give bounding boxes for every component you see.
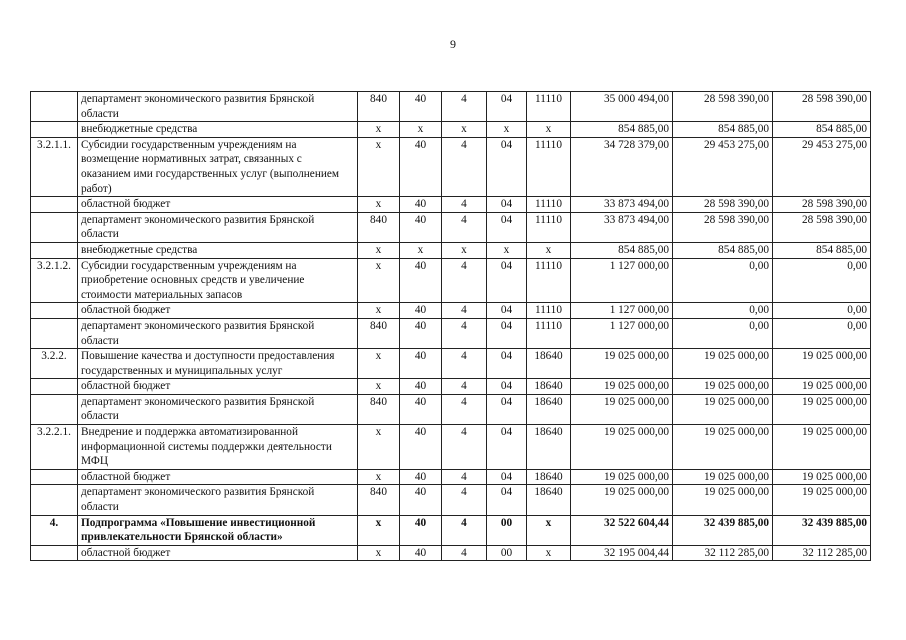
code-cell: 18640 [527, 469, 571, 485]
row-name: департамент экономического развития Брянской области [78, 212, 358, 242]
row-name: департамент экономического развития Брянской области [78, 485, 358, 515]
amount-cell: 19 025 000,00 [571, 485, 673, 515]
code-cell: 40 [400, 349, 442, 379]
amount-cell: 19 025 000,00 [571, 469, 673, 485]
amount-cell: 28 598 390,00 [673, 197, 773, 213]
code-cell: x [527, 545, 571, 561]
code-cell: x [358, 197, 400, 213]
code-cell: 840 [358, 394, 400, 424]
code-cell: 4 [442, 379, 487, 395]
code-cell: 00 [487, 515, 527, 545]
amount-cell: 19 025 000,00 [773, 425, 871, 470]
code-cell: 11110 [527, 212, 571, 242]
amount-cell: 19 025 000,00 [773, 485, 871, 515]
table-row [31, 394, 871, 424]
code-cell: 40 [400, 212, 442, 242]
amount-cell: 32 439 885,00 [773, 515, 871, 545]
code-cell: 11110 [527, 137, 571, 196]
code-cell: 04 [487, 137, 527, 196]
code-cell: x [442, 242, 487, 258]
row-name: областной бюджет [78, 545, 358, 561]
code-cell: x [358, 303, 400, 319]
table-row [31, 485, 871, 515]
table-row [31, 318, 871, 348]
table-row [31, 212, 871, 242]
code-cell: 4 [442, 137, 487, 196]
code-cell: 4 [442, 303, 487, 319]
page-number: 9 [450, 37, 456, 51]
code-cell: 4 [442, 92, 487, 122]
code-cell: 40 [400, 303, 442, 319]
table-row [31, 197, 871, 213]
code-cell: 40 [400, 545, 442, 561]
row-name: департамент экономического развития Брянской области [78, 394, 358, 424]
code-cell: 04 [487, 318, 527, 348]
row-number [31, 303, 78, 319]
code-cell: 840 [358, 318, 400, 348]
code-cell: 18640 [527, 485, 571, 515]
code-cell: x [527, 122, 571, 138]
amount-cell: 28 598 390,00 [673, 92, 773, 122]
row-number [31, 212, 78, 242]
code-cell: x [358, 379, 400, 395]
row-number [31, 197, 78, 213]
table-row [31, 515, 871, 545]
code-cell: 40 [400, 258, 442, 303]
amount-cell: 19 025 000,00 [571, 394, 673, 424]
row-number: 3.2.1.1. [31, 137, 78, 196]
row-number: 4. [31, 515, 78, 545]
code-cell: x [400, 242, 442, 258]
amount-cell: 1 127 000,00 [571, 258, 673, 303]
amount-cell: 19 025 000,00 [673, 394, 773, 424]
code-cell: 4 [442, 545, 487, 561]
code-cell: 40 [400, 137, 442, 196]
amount-cell: 34 728 379,00 [571, 137, 673, 196]
amount-cell: 0,00 [673, 303, 773, 319]
code-cell: 04 [487, 303, 527, 319]
code-cell: 40 [400, 425, 442, 470]
table-row [31, 122, 871, 138]
row-name: Субсидии государственным учреждениям на приобретение основных средств и увеличение стоимости материальных запасов [78, 258, 358, 303]
amount-cell: 19 025 000,00 [571, 379, 673, 395]
amount-cell: 29 453 275,00 [673, 137, 773, 196]
code-cell: 4 [442, 349, 487, 379]
amount-cell: 28 598 390,00 [773, 197, 871, 213]
code-cell: x [487, 122, 527, 138]
code-cell: 4 [442, 212, 487, 242]
row-number [31, 242, 78, 258]
code-cell: 04 [487, 197, 527, 213]
amount-cell: 854 885,00 [571, 122, 673, 138]
row-name: Повышение качества и доступности предоставления государственных и муниципальных услуг [78, 349, 358, 379]
code-cell: 04 [487, 379, 527, 395]
row-number [31, 394, 78, 424]
amount-cell: 854 885,00 [673, 122, 773, 138]
amount-cell: 32 112 285,00 [773, 545, 871, 561]
row-number [31, 122, 78, 138]
code-cell: 840 [358, 92, 400, 122]
code-cell: 04 [487, 349, 527, 379]
code-cell: x [400, 122, 442, 138]
code-cell: x [358, 545, 400, 561]
code-cell: 4 [442, 318, 487, 348]
amount-cell: 19 025 000,00 [673, 425, 773, 470]
amount-cell: 28 598 390,00 [773, 212, 871, 242]
amount-cell: 33 873 494,00 [571, 197, 673, 213]
code-cell: 4 [442, 197, 487, 213]
code-cell: 18640 [527, 379, 571, 395]
row-name: областной бюджет [78, 379, 358, 395]
row-number: 3.2.2. [31, 349, 78, 379]
row-name: Подпрограмма «Повышение инвестиционной привлекательности Брянской области» [78, 515, 358, 545]
table-row [31, 242, 871, 258]
code-cell: 4 [442, 485, 487, 515]
row-number [31, 545, 78, 561]
row-number [31, 469, 78, 485]
row-name: Внедрение и поддержка автоматизированной информационной системы поддержки деятельности МФЦ [78, 425, 358, 470]
table-row [31, 258, 871, 303]
amount-cell: 0,00 [773, 318, 871, 348]
amount-cell: 19 025 000,00 [773, 469, 871, 485]
code-cell: 40 [400, 394, 442, 424]
code-cell: x [358, 258, 400, 303]
amount-cell: 854 885,00 [673, 242, 773, 258]
amount-cell: 0,00 [673, 318, 773, 348]
code-cell: 18640 [527, 394, 571, 424]
table-row [31, 92, 871, 122]
table-row [31, 469, 871, 485]
code-cell: 18640 [527, 425, 571, 470]
amount-cell: 32 112 285,00 [673, 545, 773, 561]
amount-cell: 32 522 604,44 [571, 515, 673, 545]
amount-cell: 32 195 004,44 [571, 545, 673, 561]
table-row [31, 425, 871, 470]
code-cell: 11110 [527, 258, 571, 303]
code-cell: 11110 [527, 197, 571, 213]
code-cell: x [358, 469, 400, 485]
row-name: департамент экономического развития Брянской области [78, 318, 358, 348]
table-row [31, 137, 871, 196]
amount-cell: 19 025 000,00 [773, 349, 871, 379]
amount-cell: 35 000 494,00 [571, 92, 673, 122]
row-name: Субсидии государственным учреждениям на возмещение нормативных затрат, связанных с оказанием ими государственных услуг (выполнением работ) [78, 137, 358, 196]
row-number: 3.2.2.1. [31, 425, 78, 470]
amount-cell: 1 127 000,00 [571, 318, 673, 348]
code-cell: x [358, 349, 400, 379]
code-cell: x [487, 242, 527, 258]
code-cell: 04 [487, 425, 527, 470]
amount-cell: 29 453 275,00 [773, 137, 871, 196]
row-name: областной бюджет [78, 197, 358, 213]
row-name: областной бюджет [78, 303, 358, 319]
code-cell: 18640 [527, 349, 571, 379]
table-row [31, 545, 871, 561]
row-number: 3.2.1.2. [31, 258, 78, 303]
amount-cell: 19 025 000,00 [571, 425, 673, 470]
budget-table [30, 91, 871, 561]
code-cell: x [358, 137, 400, 196]
code-cell: 4 [442, 515, 487, 545]
amount-cell: 19 025 000,00 [773, 394, 871, 424]
code-cell: 00 [487, 545, 527, 561]
code-cell: x [358, 425, 400, 470]
amount-cell: 1 127 000,00 [571, 303, 673, 319]
code-cell: x [442, 122, 487, 138]
code-cell: x [358, 242, 400, 258]
amount-cell: 28 598 390,00 [673, 212, 773, 242]
row-number [31, 318, 78, 348]
amount-cell: 28 598 390,00 [773, 92, 871, 122]
code-cell: 04 [487, 469, 527, 485]
row-name: внебюджетные средства [78, 242, 358, 258]
code-cell: 40 [400, 469, 442, 485]
amount-cell: 0,00 [773, 258, 871, 303]
amount-cell: 854 885,00 [773, 122, 871, 138]
amount-cell: 0,00 [773, 303, 871, 319]
amount-cell: 854 885,00 [773, 242, 871, 258]
code-cell: 40 [400, 197, 442, 213]
code-cell: x [527, 515, 571, 545]
amount-cell: 19 025 000,00 [673, 469, 773, 485]
code-cell: 04 [487, 212, 527, 242]
row-number [31, 485, 78, 515]
row-number [31, 379, 78, 395]
code-cell: 40 [400, 485, 442, 515]
amount-cell: 19 025 000,00 [673, 485, 773, 515]
code-cell: x [358, 515, 400, 545]
row-name: внебюджетные средства [78, 122, 358, 138]
code-cell: 11110 [527, 92, 571, 122]
code-cell: 11110 [527, 318, 571, 348]
amount-cell: 19 025 000,00 [773, 379, 871, 395]
amount-cell: 854 885,00 [571, 242, 673, 258]
code-cell: 840 [358, 212, 400, 242]
code-cell: 4 [442, 425, 487, 470]
amount-cell: 19 025 000,00 [673, 349, 773, 379]
row-number [31, 92, 78, 122]
code-cell: 840 [358, 485, 400, 515]
code-cell: 4 [442, 394, 487, 424]
amount-cell: 0,00 [673, 258, 773, 303]
table-row [31, 349, 871, 379]
code-cell: 40 [400, 92, 442, 122]
code-cell: 04 [487, 394, 527, 424]
code-cell: 11110 [527, 303, 571, 319]
code-cell: 04 [487, 485, 527, 515]
table-row [31, 379, 871, 395]
amount-cell: 19 025 000,00 [571, 349, 673, 379]
code-cell: 4 [442, 469, 487, 485]
row-name: областной бюджет [78, 469, 358, 485]
amount-cell: 33 873 494,00 [571, 212, 673, 242]
code-cell: x [527, 242, 571, 258]
code-cell: x [358, 122, 400, 138]
table-row [31, 303, 871, 319]
code-cell: 04 [487, 258, 527, 303]
amount-cell: 19 025 000,00 [673, 379, 773, 395]
code-cell: 40 [400, 379, 442, 395]
amount-cell: 32 439 885,00 [673, 515, 773, 545]
code-cell: 40 [400, 318, 442, 348]
code-cell: 04 [487, 92, 527, 122]
code-cell: 4 [442, 258, 487, 303]
code-cell: 40 [400, 515, 442, 545]
row-name: департамент экономического развития Брянской области [78, 92, 358, 122]
